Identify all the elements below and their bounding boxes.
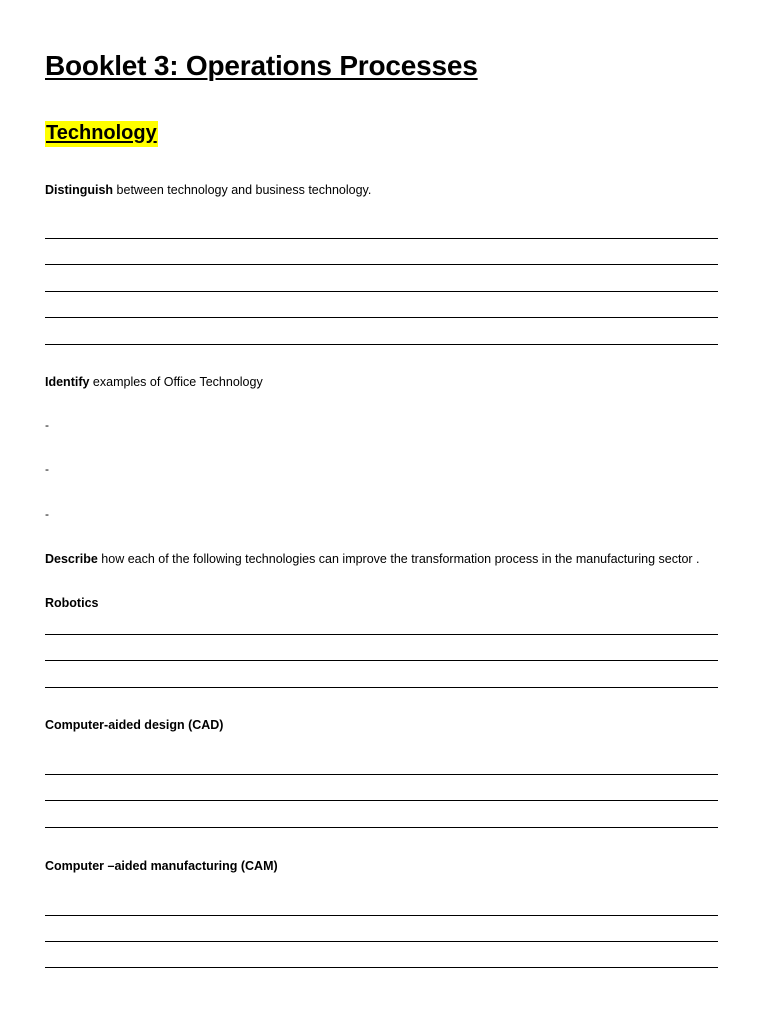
question-text: how each of the following technologies can improve the transformation process in the manufacturing sector .: [97, 552, 700, 566]
bullet-dash[interactable]: -: [45, 462, 49, 476]
answer-line[interactable]: [45, 915, 718, 916]
section-heading-technology: [45, 122, 158, 145]
answer-line[interactable]: [45, 264, 718, 265]
bullet-dash[interactable]: -: [45, 507, 49, 521]
answer-line[interactable]: [45, 660, 718, 661]
question-keyword: Describe: [45, 552, 98, 566]
answer-line[interactable]: [45, 774, 718, 775]
answer-line[interactable]: [45, 291, 718, 292]
question-distinguish: [45, 183, 371, 197]
question-keyword: Distinguish: [45, 183, 114, 197]
question-keyword: Identify: [45, 375, 90, 389]
question-text: examples of Office Technology: [89, 375, 263, 389]
question-identify: [45, 375, 263, 389]
subheading-cad: Computer-aided design (CAD): [45, 718, 224, 732]
question-describe: [45, 552, 700, 566]
answer-line[interactable]: [45, 800, 718, 801]
question-text: between technology and business technology.: [113, 183, 372, 197]
answer-line[interactable]: [45, 317, 718, 318]
subheading-cam: Computer –aided manufacturing (CAM): [45, 859, 278, 873]
answer-line[interactable]: [45, 238, 718, 239]
bullet-dash[interactable]: -: [45, 418, 49, 432]
section-heading-text: Technology: [45, 121, 158, 147]
answer-line[interactable]: [45, 967, 718, 968]
subheading-robotics: Robotics: [45, 596, 99, 610]
page-title: Booklet 3: Operations Processes: [45, 50, 478, 81]
answer-line[interactable]: [45, 827, 718, 828]
answer-line[interactable]: [45, 634, 718, 635]
answer-line[interactable]: [45, 344, 718, 345]
answer-line[interactable]: [45, 687, 718, 688]
answer-line[interactable]: [45, 941, 718, 942]
